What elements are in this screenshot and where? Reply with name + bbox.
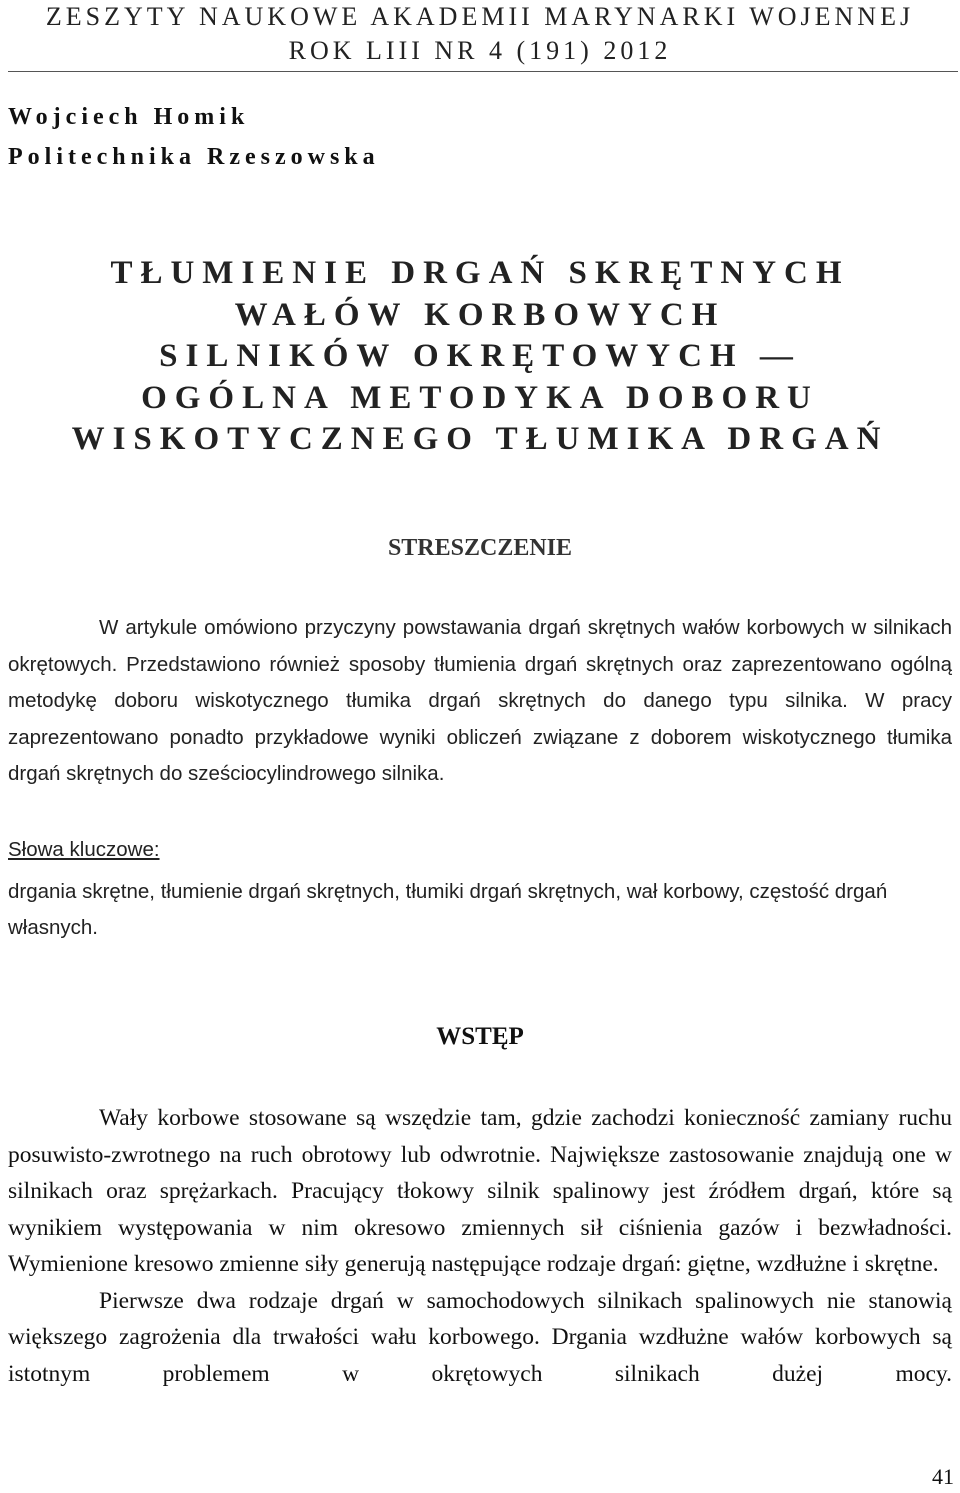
abstract-text: W artykule omówiono przyczyny powstawania drgań skrętnych wałów korbowych w silnikach okrętowych. Przedstawiono również sposoby tłumienia drgań skrętnych oraz zaprezentowano ogólną metodykę doboru wiskotycznego tłumika drgań skrętnych do danego typu silnika. W pracy zaprezentowano ponadto przykładowe wyniki obliczeń związane z doborem wiskotycznego tłumika drgań skrętnych do sześciocylindrowego silnika. (8, 616, 952, 785)
keywords-text: drgania skrętne, tłumienie drgań skrętnych, tłumiki drgań skrętnych, wał korbowy, częstość drgań własnych. (8, 880, 888, 939)
journal-name: ZESZYTY NAUKOWE AKADEMII MARYNARKI WOJENNEJ (45, 2, 915, 31)
header-divider (8, 71, 958, 72)
journal-issue: ROK LIII NR 4 (191) 2012 (288, 36, 672, 65)
abstract-body (8, 610, 952, 793)
author-name: Wojciech Homik (8, 104, 250, 130)
intro-body (8, 1100, 952, 1392)
intro-heading: WSTĘP (436, 1023, 524, 1050)
title-line: WISKOTYCZNEGO TŁUMIKA DRGAŃ (71, 421, 889, 457)
author-affiliation: Politechnika Rzeszowska (8, 144, 380, 170)
intro-paragraph: Wały korbowe stosowane są wszędzie tam, gdzie zachodzi konieczność zamiany ruchu posuwisto-zwrotnego na ruch obrotowy lub odwrotnie. Największe zastosowanie znajdują one w silnikach oraz sprężarkach. Pracujący tłokowy silnik spalinowy jest źródłem drgań, które są wynikiem występowania w nim okresowo zmiennych sił ciśnienia gazów i bezwładności. Wymienione kresowo zmienne siły generują następujące rodzaje drgań: giętne, wzdłużne i skrętne. (8, 1105, 952, 1277)
abstract-heading: STRESZCZENIE (387, 535, 573, 561)
intro-paragraph: Pierwsze dwa rodzaje drgań w samochodowych silnikach spalinowych nie stanowią większego zagrożenia dla trwałości wału korbowego. Drgania wzdłużne wałów korbowych są istotnym problemem w okrętowych silnikach dużej mocy. (8, 1287, 952, 1387)
title-line: SILNIKÓW OKRĘTOWYCH — (159, 338, 801, 374)
page-number: 41 (932, 1464, 954, 1489)
title-line: OGÓLNA METODYKA DOBORU (141, 380, 819, 416)
keywords-label: Słowa kluczowe: (8, 838, 160, 861)
title-line: TŁUMIENIE DRGAŃ SKRĘTNYCH (110, 255, 850, 291)
title-line: WAŁÓW KORBOWYCH (234, 297, 726, 333)
